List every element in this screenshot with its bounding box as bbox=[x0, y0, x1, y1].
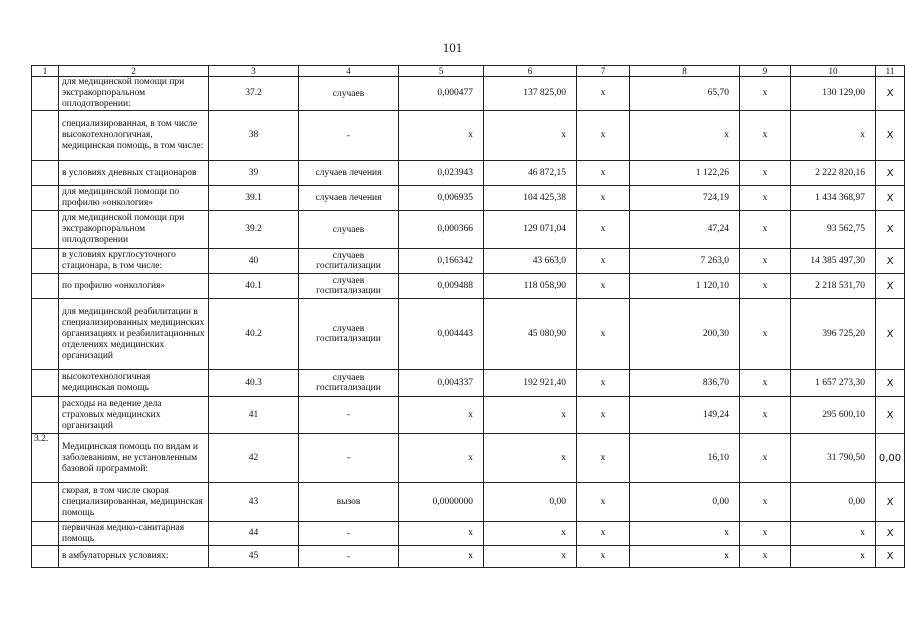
row-name: расходы на ведение дела страховых медицинских организаций bbox=[59, 397, 209, 434]
section-number bbox=[32, 211, 59, 249]
cell-value: х bbox=[577, 522, 630, 546]
per-capita-value: х bbox=[630, 111, 740, 161]
section-number bbox=[32, 299, 59, 370]
volume-norm: 0,000477 bbox=[399, 77, 484, 111]
per-capita-value: 1 122,26 bbox=[630, 161, 740, 186]
row-code: 44 bbox=[209, 522, 299, 546]
section-number bbox=[32, 77, 59, 111]
row-name: высокотехнологичная медицинская помощь bbox=[59, 370, 209, 397]
cell-value: х bbox=[740, 274, 791, 299]
cell-value: х bbox=[577, 111, 630, 161]
per-capita-value: 149,24 bbox=[630, 397, 740, 434]
row-code: 38 bbox=[209, 111, 299, 161]
row-name: для медицинской помощи при экстракорпоральном оплодотворении: bbox=[59, 77, 209, 111]
cell-value: 0,00 bbox=[876, 434, 905, 483]
table-row bbox=[32, 111, 905, 161]
row-name: специализированная, в том числе высокотехнологичная, медицинская помощь, в том числе: bbox=[59, 111, 209, 161]
cell-value: X bbox=[876, 249, 905, 274]
total-cost: 93 562,75 bbox=[791, 211, 876, 249]
cell-value: х bbox=[740, 299, 791, 370]
cell-value: X bbox=[876, 546, 905, 568]
cell-value: х bbox=[577, 249, 630, 274]
table-row bbox=[32, 161, 905, 186]
volume-norm: 0,004337 bbox=[399, 370, 484, 397]
row-name: для медицинской помощи при экстракорпоральном оплодотворении bbox=[59, 211, 209, 249]
cost-norm: 137 825,00 bbox=[484, 77, 577, 111]
cell-value: х bbox=[577, 434, 630, 483]
cell-value: X bbox=[876, 161, 905, 186]
cell-value: X bbox=[876, 397, 905, 434]
cell-value: х bbox=[740, 370, 791, 397]
unit-of-measure: вызов bbox=[299, 483, 399, 522]
unit-of-measure: случаев госпитализации bbox=[299, 249, 399, 274]
cell-value: х bbox=[740, 111, 791, 161]
volume-norm: х bbox=[399, 111, 484, 161]
unit-of-measure: случаев лечения bbox=[299, 186, 399, 211]
cell-value: х bbox=[740, 211, 791, 249]
row-name: для медицинской помощи по профилю «онкология» bbox=[59, 186, 209, 211]
row-code: 40.3 bbox=[209, 370, 299, 397]
unit-of-measure: - bbox=[299, 546, 399, 568]
total-cost: 295 600,10 bbox=[791, 397, 876, 434]
row-code: 37.2 bbox=[209, 77, 299, 111]
row-name: в условиях круглосуточного стационара, в том числе: bbox=[59, 249, 209, 274]
column-number: 1 bbox=[32, 66, 59, 77]
row-code: 41 bbox=[209, 397, 299, 434]
table-row bbox=[32, 299, 905, 370]
row-code: 39.1 bbox=[209, 186, 299, 211]
cost-norm: 0,00 bbox=[484, 483, 577, 522]
cost-norm: 129 071,04 bbox=[484, 211, 577, 249]
unit-of-measure: случаев bbox=[299, 77, 399, 111]
cell-value: х bbox=[577, 299, 630, 370]
section-number bbox=[32, 249, 59, 274]
cell-value: х bbox=[740, 77, 791, 111]
section-number: 3.2. bbox=[32, 434, 59, 483]
unit-of-measure: - bbox=[299, 522, 399, 546]
column-number: 5 bbox=[399, 66, 484, 77]
cell-value: х bbox=[577, 370, 630, 397]
column-number-row bbox=[32, 66, 905, 77]
column-number: 9 bbox=[740, 66, 791, 77]
cell-value: х bbox=[577, 274, 630, 299]
table-row bbox=[32, 483, 905, 522]
section-number bbox=[32, 274, 59, 299]
cost-norm: х bbox=[484, 434, 577, 483]
section-number bbox=[32, 483, 59, 522]
column-number: 3 bbox=[209, 66, 299, 77]
table-row bbox=[32, 186, 905, 211]
cost-norm: х bbox=[484, 111, 577, 161]
cell-value: х bbox=[577, 397, 630, 434]
cell-value: X bbox=[876, 522, 905, 546]
volume-norm: 0,000366 bbox=[399, 211, 484, 249]
volume-norm: х bbox=[399, 522, 484, 546]
cell-value: X bbox=[876, 483, 905, 522]
per-capita-value: х bbox=[630, 546, 740, 568]
row-name: в условиях дневных стационаров bbox=[59, 161, 209, 186]
volume-norm: 0,006935 bbox=[399, 186, 484, 211]
cost-norm: 118 058,90 bbox=[484, 274, 577, 299]
cost-norm: 46 872,15 bbox=[484, 161, 577, 186]
cell-value: X bbox=[876, 274, 905, 299]
row-name: первичная медико-санитарная помощь bbox=[59, 522, 209, 546]
table-row bbox=[32, 370, 905, 397]
cell-value: х bbox=[577, 546, 630, 568]
cell-value: х bbox=[577, 483, 630, 522]
section-number bbox=[32, 161, 59, 186]
column-number: 2 bbox=[59, 66, 209, 77]
cost-norm: 43 663,0 bbox=[484, 249, 577, 274]
row-code: 39.2 bbox=[209, 211, 299, 249]
cost-norm: х bbox=[484, 522, 577, 546]
volume-norm: 0,004443 bbox=[399, 299, 484, 370]
cell-value: х bbox=[740, 483, 791, 522]
row-name: в амбулаторных условиях: bbox=[59, 546, 209, 568]
cell-value: X bbox=[876, 111, 905, 161]
total-cost: х bbox=[791, 546, 876, 568]
volume-norm: 0,0000000 bbox=[399, 483, 484, 522]
unit-of-measure: - bbox=[299, 397, 399, 434]
table-row bbox=[32, 397, 905, 434]
total-cost: х bbox=[791, 111, 876, 161]
cell-value: х bbox=[740, 161, 791, 186]
table-row bbox=[32, 77, 905, 111]
page-number: 101 bbox=[442, 40, 463, 55]
per-capita-value: х bbox=[630, 522, 740, 546]
cell-value: X bbox=[876, 186, 905, 211]
table-row bbox=[32, 546, 905, 568]
cost-norm: 45 080,90 bbox=[484, 299, 577, 370]
volume-norm: 0,023943 bbox=[399, 161, 484, 186]
column-number: 4 bbox=[299, 66, 399, 77]
total-cost: 31 790,50 bbox=[791, 434, 876, 483]
cell-value: х bbox=[740, 249, 791, 274]
total-cost: 14 385 497,30 bbox=[791, 249, 876, 274]
section-number bbox=[32, 546, 59, 568]
cost-norm: 192 921,40 bbox=[484, 370, 577, 397]
per-capita-value: 836,70 bbox=[630, 370, 740, 397]
cell-value: X bbox=[876, 370, 905, 397]
column-number: 10 bbox=[791, 66, 876, 77]
row-code: 40 bbox=[209, 249, 299, 274]
data-table bbox=[31, 65, 905, 568]
table-row bbox=[32, 522, 905, 546]
per-capita-value: 0,00 bbox=[630, 483, 740, 522]
cell-value: х bbox=[577, 77, 630, 111]
row-code: 39 bbox=[209, 161, 299, 186]
column-number: 6 bbox=[484, 66, 577, 77]
cell-value: х bbox=[740, 546, 791, 568]
section-number bbox=[32, 370, 59, 397]
row-name: по профилю «онкология» bbox=[59, 274, 209, 299]
cell-value: X bbox=[876, 77, 905, 111]
cost-norm: 104 425,38 bbox=[484, 186, 577, 211]
unit-of-measure: случаев лечения bbox=[299, 161, 399, 186]
section-number bbox=[32, 186, 59, 211]
volume-norm: 0,009488 bbox=[399, 274, 484, 299]
row-code: 40.2 bbox=[209, 299, 299, 370]
cell-value: X bbox=[876, 211, 905, 249]
cell-value: х bbox=[740, 186, 791, 211]
row-name: скорая, в том числе скорая специализированная, медицинская помощь bbox=[59, 483, 209, 522]
per-capita-value: 16,10 bbox=[630, 434, 740, 483]
total-cost: 396 725,20 bbox=[791, 299, 876, 370]
volume-norm: х bbox=[399, 397, 484, 434]
cell-value: х bbox=[577, 186, 630, 211]
cell-value: х bbox=[740, 397, 791, 434]
table-row bbox=[32, 211, 905, 249]
section-number bbox=[32, 397, 59, 434]
cell-value: х bbox=[577, 161, 630, 186]
total-cost: х bbox=[791, 522, 876, 546]
unit-of-measure: - bbox=[299, 434, 399, 483]
cell-value: X bbox=[876, 299, 905, 370]
per-capita-value: 65,70 bbox=[630, 77, 740, 111]
cost-norm: х bbox=[484, 397, 577, 434]
volume-norm: 0,166342 bbox=[399, 249, 484, 274]
total-cost: 1 657 273,30 bbox=[791, 370, 876, 397]
unit-of-measure: случаев госпитализации bbox=[299, 274, 399, 299]
row-code: 43 bbox=[209, 483, 299, 522]
unit-of-measure: - bbox=[299, 111, 399, 161]
column-number: 11 bbox=[876, 66, 905, 77]
row-code: 45 bbox=[209, 546, 299, 568]
row-code: 40.1 bbox=[209, 274, 299, 299]
per-capita-value: 47,24 bbox=[630, 211, 740, 249]
total-cost: 0,00 bbox=[791, 483, 876, 522]
table-row bbox=[32, 249, 905, 274]
row-code: 42 bbox=[209, 434, 299, 483]
cell-value: х bbox=[577, 211, 630, 249]
per-capita-value: 200,30 bbox=[630, 299, 740, 370]
table-row bbox=[32, 274, 905, 299]
unit-of-measure: случаев bbox=[299, 211, 399, 249]
cost-norm: х bbox=[484, 546, 577, 568]
total-cost: 130 129,00 bbox=[791, 77, 876, 111]
section-number bbox=[32, 522, 59, 546]
table-row bbox=[32, 434, 905, 483]
total-cost: 2 222 820,16 bbox=[791, 161, 876, 186]
per-capita-value: 724,19 bbox=[630, 186, 740, 211]
column-number: 7 bbox=[577, 66, 630, 77]
volume-norm: х bbox=[399, 546, 484, 568]
total-cost: 1 434 368,97 bbox=[791, 186, 876, 211]
per-capita-value: 7 263,0 bbox=[630, 249, 740, 274]
column-number: 8 bbox=[630, 66, 740, 77]
section-number bbox=[32, 111, 59, 161]
unit-of-measure: случаев госпитализации bbox=[299, 370, 399, 397]
unit-of-measure: случаев госпитализации bbox=[299, 299, 399, 370]
per-capita-value: 1 120,10 bbox=[630, 274, 740, 299]
total-cost: 2 218 531,70 bbox=[791, 274, 876, 299]
volume-norm: х bbox=[399, 434, 484, 483]
cell-value: х bbox=[740, 434, 791, 483]
row-name: Медицинская помощь по видам и заболеваниям, не установленным базовой программой: bbox=[59, 434, 209, 483]
cell-value: х bbox=[740, 522, 791, 546]
row-name: для медицинской реабилитации в специализированных медицинских организациях и реабилитационных отделениях медицинских организаций bbox=[59, 299, 209, 370]
